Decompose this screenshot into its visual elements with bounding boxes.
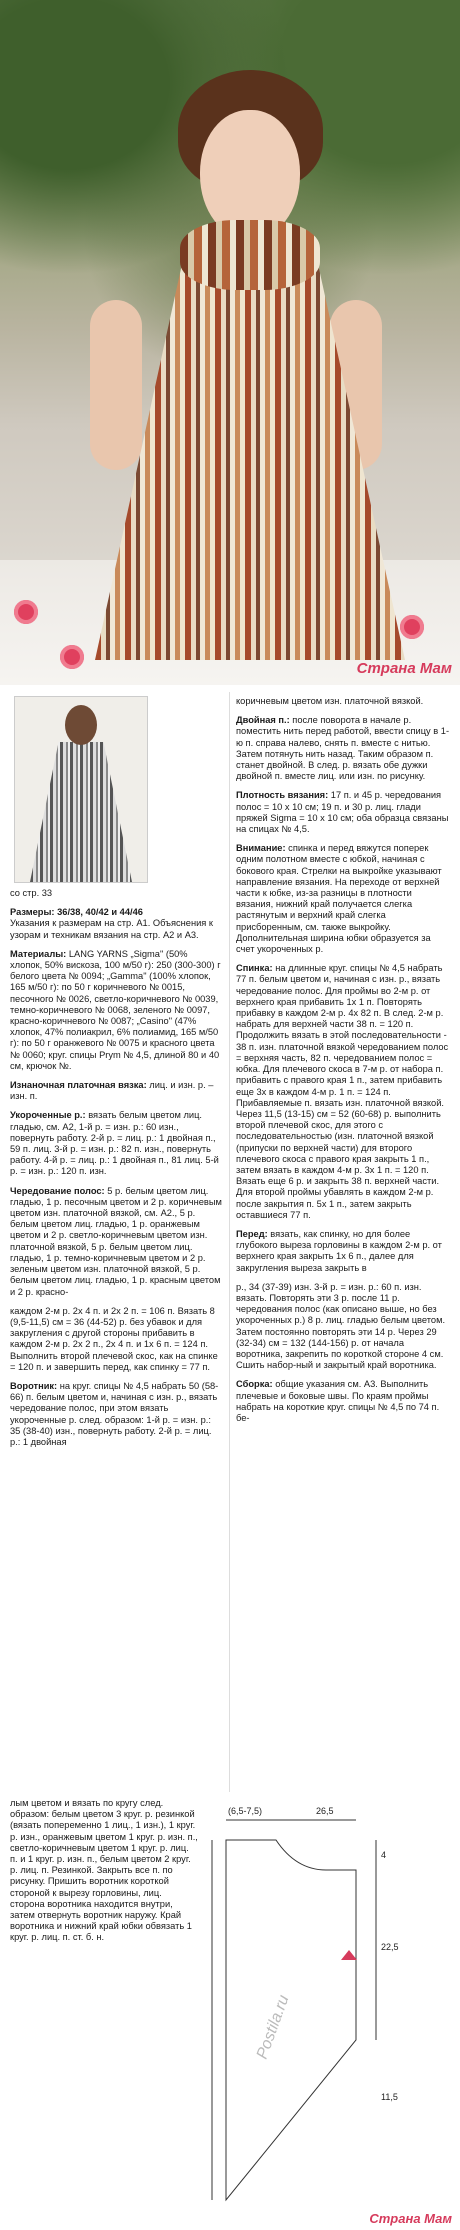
short-rows-paragraph: Укороченные р.: вязать белым цветом лиц. гладью, см. A2, 1-й р. = изн. р.: 60 изн., повернуть работу. 2-й р. = лиц. р.: 1 двойная п., 59 п. лиц. 3-й р. = изн. р.: 82 п. изн., повернуть работу. 4-й р. = лиц. р.: 1 двойная п., 81 лиц. 5-й р. = изн. р.: 120 п. изн. xyxy=(10,1110,219,1177)
diagram-svg xyxy=(206,1800,458,2220)
column-divider xyxy=(229,692,230,1792)
dim-label: 22,5 xyxy=(381,1942,399,1952)
dim-label: 26,5 xyxy=(316,1806,334,1816)
inset-photo xyxy=(14,696,148,883)
collar-cont: р., 34 (37-39) изн. 3-й р. = изн. р.: 60 п. изн. вязать. Повторять эти 3 р. после 11 р. чередования полос (как описано выше, но без укороченных р.) 8 р. лиц. гладью белым цветом. Затем постоянно повторять эти 14 р. Через 29 (32-34) см = 132 (144-156) р. от начала воротника, закрепить по короткой стороне 4 см. Сшить набор-ный и закрытый край воротника. xyxy=(236,1281,446,1371)
front-paragraph: Перед: вязать, как спинку, но для более глубокого выреза горловины в каждом 2-м р. от верхнего края закрыть 1х 6 п., далее для закругления выреза закрыть в xyxy=(236,1228,442,1273)
dim-label: (6,5-7,5) xyxy=(228,1806,263,1816)
right-column xyxy=(236,696,450,1432)
flower-icon xyxy=(60,645,84,669)
dim-label: 11,5 xyxy=(381,2092,398,2102)
footer-watermark: Страна Мам xyxy=(369,2211,452,2226)
flower-icon xyxy=(14,600,38,624)
arrow-icon xyxy=(341,1950,357,1960)
density-paragraph: Плотность вязания: 17 п. и 45 р. чередования полос = 10 х 10 см; 19 п. и 30 р. лиц. глади пряжей Sigma = 10 х 10 см; оба образца связаны на спицах № 4,5. xyxy=(236,790,449,835)
dim-label: 4 xyxy=(381,1850,387,1860)
site-watermark: Postila.ru xyxy=(253,1992,293,2062)
watermark: Страна Мам xyxy=(356,660,452,677)
note-paragraph: Внимание: спинка и перед вяжутся поперек одним полотном вместе с юбкой, начиная с бокового края. Стрелки на выкройке указывают направление вязания. На переходе от верхней части к юбке, из-за разницы в плотности вязания, нижний край получается слегка растянутым и верхний край слегка присборенным, см. также выкройку. Дополнительная ширина юбки образуется за счет укороченных р. xyxy=(236,843,442,955)
stripes-paragraph: Чередование полос: 5 р. белым цветом лиц. гладью, 1 р. песочным цветом и 2 р. коричневым цветом изн. платочной вязкой, см. A2., 5 р. белым цветом лиц. гладью, 1 р. оранжевым цветом и 2 р. светло-коричневым цветом изн. платочной вязкой, 5 р. белым цветом лиц. гладью, 1 р. темно-коричневым цветом и 2 р. зеленым цветом изн. платочной вязкой, 5 р. белым цветом лиц. гладью, 1 р. красным цветом и 2 р. красно- xyxy=(10,1185,222,1297)
front-cont-paragraph: каждом 2-м р. 2х 4 п. и 2х 2 п. = 106 п. Вязать 8 (9,5-11,5) см = 36 (44-52) р. без убавок и для закругления с другой стороны прибавить в каждом 2-м р. 2х 2 п., 2х 4 п. и 1х 6 п. = 124 п. Выполнить второй плечевой скос, как на спинке = 120 п. и завершить перед, как спинку = 77 п. xyxy=(10,1305,218,1372)
inset-top xyxy=(30,742,132,882)
materials-paragraph: Материалы: LANG YARNS „Sigma" (50% хлопок, 50% вискоза, 100 м/50 г): 250 (300-300) г белого цвета № 0094; „Gamma" (100% хлопок, 165 м/50 г): по 50 г коричневого № 0015, песочного № 0026, светло-коричневого № 0039, темно-коричневого № 0068, зеленого № 0097, красно-коричневого № 0087; „Casino" (47% хлопок, 47% полиакрил, 6% полиамид, 165 м/50 г): по 50 г оранжевого № 0075 и красного цвета № 0060; круг. спицы Prym № 4,5, длиной 80 и 40 см, крючок №. xyxy=(10,948,221,1071)
striped-collar xyxy=(180,220,320,290)
left-column xyxy=(10,888,222,1456)
pattern-diagram xyxy=(206,1800,458,2220)
sizes-paragraph: Размеры: 36/38, 40/42 и 44/46 Указания к размерам на стр. A1. Объяснения к узорам и техникам вязания на стр. A2 и A3. xyxy=(10,907,213,940)
bottom-column xyxy=(10,1798,198,1952)
flower-icon xyxy=(400,615,424,639)
left-arm xyxy=(90,300,142,470)
page-ref: со стр. 33 xyxy=(10,888,53,898)
stripes-cont: коричневым цветом изн. платочной вязкой. xyxy=(236,696,424,706)
assembly-paragraph: Сборка: общие указания см. A3. Выполнить плечевые и боковые швы. По краям проймы набрать на короткие круг. спицы № 4,5 по 74 п. бе- xyxy=(236,1379,440,1423)
garter-paragraph: Изнаночная платочная вязка: лиц. и изн. р. – изн. п. xyxy=(10,1080,214,1102)
double-stitch-paragraph: Двойная п.: после поворота в начале р. поместить нить перед работой, ввести спицу в 1-ю п. справа налево, снять п. вместе с нитью. Затем потянуть нить назад. Таким образом п. станет двойной. В след. р. вязать обе дужки двойной п. вместе лиц. или изн. по рисунку. xyxy=(236,715,450,782)
model-photo xyxy=(0,0,460,685)
pattern-outline xyxy=(226,1840,356,2200)
back-paragraph: Спинка: на длинные круг. спицы № 4,5 набрать 77 п. белым цветом и, начиная с изн. р., вязать чередование полос. Для проймы во 2-м р. от верхнего края прибавить 1х 1 п. Повторять прибавку в каждом 2-м р. 4х 82 п. В след. 2-м р. набрать для верхней части 38 п. = 120 п. Продолжить вязать в этой последовательности - 38 п. изн. платочной вязкой чередованием полос = верхняя часть, 82 п. чередованием полос = юбка. Для плечевого скоса в 7-м р. от набора п. прибавить с правого края 1 п., затем прибавить еще 3х в каждом 4-м р. 1 п. = 124 п. Прибавляемые п. вязать изн. платочной вязкой. Через 11,5 (13-15) см = 52 (60-68) р. выполнить второй плечевой скос, для этого с последовательностью (изн. платочной вязкой (припуски по верхней части) для второго плечевого скоса с правого края закрыть 1 п., затем вязать в каждом 4-м р. 3х 1 п. = 120 п. Вязать еще 6 р. и закрыть 38 п. верхней части. Для второй проймы убавлять в каждом 2-м р. после закрытия п. 5х 1 п., затем закрыть оставшиеся 77 п. xyxy=(236,963,449,1220)
inset-head xyxy=(65,705,97,745)
assembly-cont: лым цветом и вязать по кругу след. образом: белым цветом 3 круг. р. резинкой (вязать попеременно 1 лиц., 1 изн.), 1 круг. р. изн., оранжевым цветом 1 круг. р. изн. п., светло-коричневым цветом 1 круг. р. лиц. п. и 1 круг. р. изн. п., белым цветом 2 круг. р. лиц. п. Резинкой. Закрыть все п. по рисунку. Пришить воротник короткой стороной к вырезу горловины, лиц. сторона воротника находится внутри, затем отвернуть воротник наружу. Край воротника и нижний край юбки обвязать 1 круг. р. лиц. п. ст. б. н. xyxy=(10,1798,198,1943)
collar-paragraph: Воротник: на круг. спицы № 4,5 набрать 50 (58-66) п. белым цветом и, начиная с изн. р., вязать чередование полос, при этом вязать укороченные р. след. образом: 1-й р. = изн. р.: 35 (38-40) изн., повернуть работу. 2-й р. = лиц. р.: 1 двойная xyxy=(10,1380,219,1447)
